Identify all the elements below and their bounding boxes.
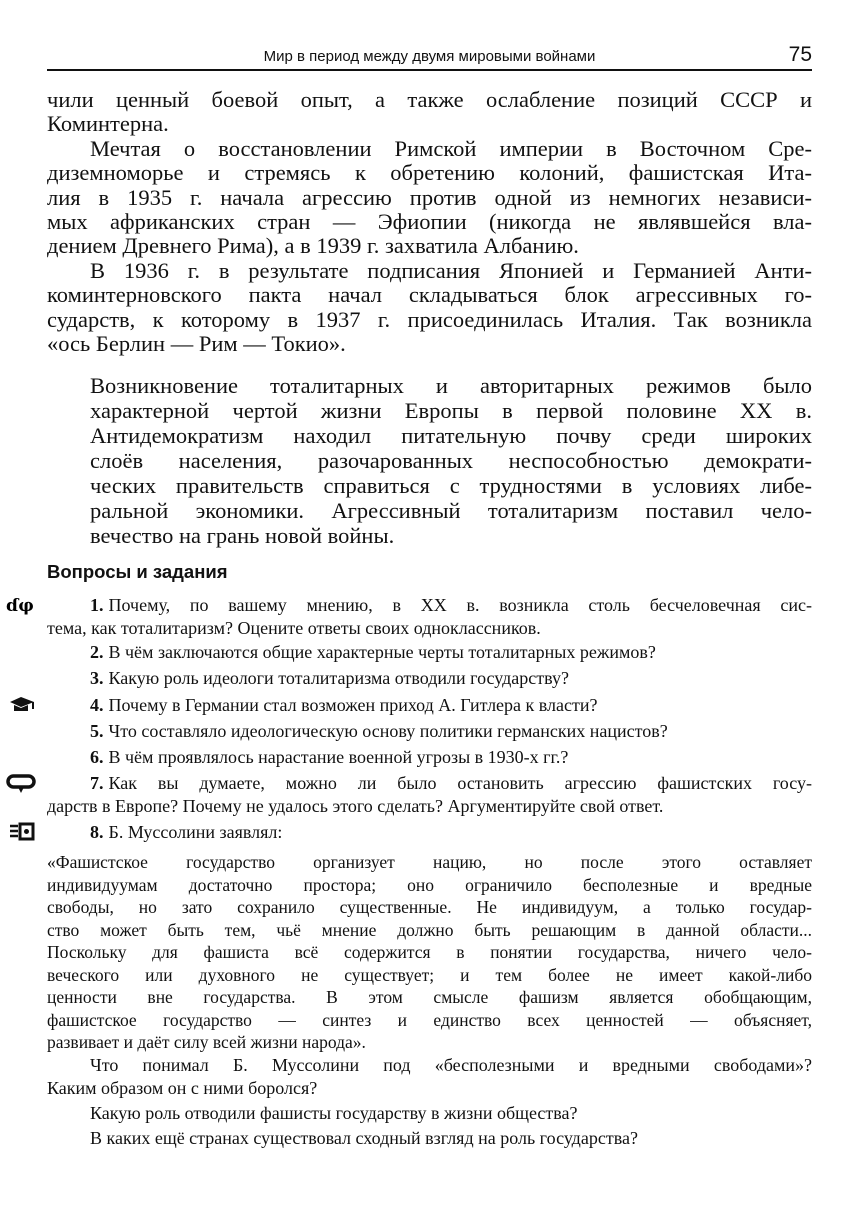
question-text: дарств в Европе? Почему не удалось этого сделать? Аргументируйте свой ответ. [47, 796, 664, 816]
text-line: вечество на грань новой войны. [90, 523, 395, 548]
question-number: 6. [90, 747, 104, 767]
text-line: фашистское государство — синтез и единство всех ценностей — объясняет, [47, 1009, 812, 1030]
question-text: Какую роль идеологи тоталитаризма отводили государству? [108, 668, 570, 688]
questions-heading: Вопросы и задания [47, 561, 228, 582]
page-number: 75 [788, 43, 812, 66]
summary-box [90, 373, 812, 548]
text-line [47, 772, 812, 795]
text-line [47, 821, 812, 844]
question-item [47, 667, 812, 690]
text-line [47, 746, 812, 769]
text-line: Что понимал Б. Муссолини под «бесполезными и вредными свободами»? [90, 1055, 812, 1075]
text-line: ство может быть тем, чьё мнение должно быть решающим в данной области... [47, 919, 812, 940]
text-line: диземноморье и стремясь к обретению колоний, фашистская Ита- [47, 160, 812, 186]
text-line: «Фашистское государство организует нацию, но после этого оставляет [47, 852, 812, 872]
graduation-cap-icon [4, 694, 38, 716]
question-item [47, 720, 812, 743]
text-line: В каких ещё странах существовал сходный взгляд на роль государства? [90, 1128, 638, 1148]
text-line: коминтерновского пакта начал складываться блок агрессивных го- [47, 282, 812, 308]
question-item [47, 746, 812, 769]
text-line: развивает и даёт силу всей жизни народа». [47, 1032, 366, 1052]
text-line: Поскольку для фашиста всё содержится в понятии государства, ничего чело- [47, 942, 812, 962]
text-line: Антидемократизм находил питательную почву среди широких [90, 423, 812, 448]
question-item [47, 694, 812, 717]
text-line: Какую роль отводили фашисты государству в жизни общества? [90, 1103, 578, 1123]
text-line: свободы, но зато сохранило существенные. Не индивидуум, а только государ- [47, 897, 812, 917]
svg-text:ɗφ: ɗφ [6, 596, 34, 616]
paragraph [47, 137, 812, 259]
paragraph [47, 88, 812, 137]
followup-question [47, 1102, 812, 1125]
followup-question [47, 1127, 812, 1150]
quote [47, 851, 812, 1054]
question-text: Как вы думаете, можно ли было остановить агрессию фашистских госу- [108, 773, 812, 793]
text-line: слоёв населения, разочарованных неспособностью демократи- [90, 448, 812, 473]
text-line [47, 617, 812, 640]
text-line [47, 694, 812, 717]
text-line: чили ценный боевой опыт, а также ослабление позиций СССР и [47, 87, 812, 112]
question-number: 2. [90, 642, 104, 662]
text-line [47, 720, 812, 743]
text-line: индивидуумам достаточно простора; оно ограничило бесполезные и вредные [47, 874, 812, 895]
question-text: В чём проявлялось нарастание военной угрозы в 1930-х гг.? [108, 747, 569, 767]
text-line [47, 594, 812, 617]
running-header-title: Мир в период между двумя мировыми войнами [263, 48, 596, 65]
question-text: Почему в Германии стал возможен приход А. Гитлера к власти? [108, 695, 598, 715]
question-text: тема, как тоталитаризм? Оцените ответы своих одноклассников. [47, 618, 541, 638]
question-item [47, 594, 812, 640]
text-line: Мечтая о восстановлении Римской империи в Восточном Сре- [90, 135, 812, 161]
text-line: мых африканских стран — Эфиопии (никогда не являвшейся вла- [47, 209, 812, 235]
question-item [47, 821, 812, 844]
text-line: ценности вне государства. В этом смысле фашизм является обобщающим, [47, 987, 812, 1007]
text-line: веческого или духовного не существует; и тем более не имеет какой-либо [47, 964, 812, 985]
question-text: Что составляло идеологическую основу политики германских нацистов? [108, 721, 668, 741]
text-line [47, 795, 812, 818]
text-line: Каким образом он с ними боролся? [47, 1078, 318, 1098]
question-text: В чём заключаются общие характерные черты тоталитарных режимов? [108, 642, 656, 662]
speech-bubble-icon [4, 772, 38, 794]
text-line [47, 641, 812, 664]
text-line: ческих правительств справиться с трудностями в условиях либе- [90, 473, 812, 498]
question-item [47, 772, 812, 818]
text-line: В 1936 г. в результате подписания Японией и Германией Анти- [90, 257, 812, 283]
question-number: 8. [90, 822, 104, 842]
question-number: 1. [90, 595, 104, 615]
running-header [47, 45, 812, 71]
body-text [47, 88, 812, 356]
text-line: сударств, к которому в 1937 г. присоединилась Италия. Так возникла [47, 306, 812, 332]
question-number: 7. [90, 773, 104, 793]
text-line: «ось Берлин — Рим — Токио». [47, 331, 346, 357]
text-line [47, 667, 812, 690]
question-number: 3. [90, 668, 104, 688]
text-line: лия в 1935 г. начала агрессию против одной из немногих независи- [47, 184, 812, 210]
text-line: Коминтерна. [47, 111, 169, 137]
question-item [47, 641, 812, 664]
question-number: 5. [90, 721, 104, 741]
discussion-icon [4, 594, 38, 616]
question-text: Почему, по вашему мнению, в XX в. возникла столь бесчеловечная сис- [108, 595, 812, 615]
document-icon [4, 821, 38, 843]
followup-question [47, 1054, 812, 1100]
text-line: дением Древнего Рима), а в 1939 г. захватила Албанию. [47, 233, 579, 259]
text-line: Возникновение тоталитарных и авторитарных режимов было [90, 373, 812, 398]
question-number: 4. [90, 695, 104, 715]
text-line: ральной экономики. Агрессивный тоталитаризм поставил чело- [90, 498, 812, 523]
paragraph [47, 259, 812, 357]
text-line: характерной чертой жизни Европы в первой половине XX в. [90, 398, 812, 423]
question-text: Б. Муссолини заявлял: [108, 822, 283, 842]
